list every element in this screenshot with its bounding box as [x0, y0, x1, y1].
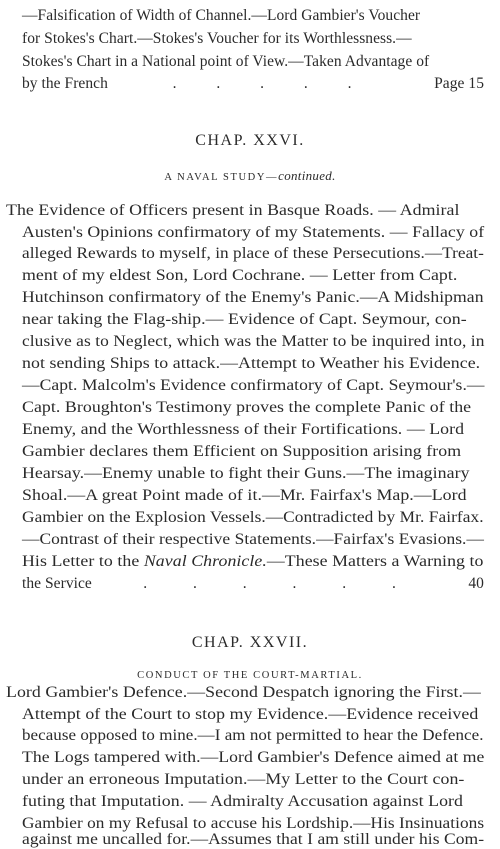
- text-run: —These Matters a Warning to: [266, 553, 484, 570]
- leader-dots: . . . . .: [172, 75, 370, 92]
- text-line: Lord Gambier's Defence.—Second Despatch ignoring the First.—: [6, 684, 481, 701]
- leader-dots: . . . . . .: [143, 575, 417, 592]
- text-line: Hutchinson confirmatory of the Enemy's Panic.—A Midshipman: [22, 289, 484, 306]
- text-line: Hearsay.—Enemy unable to fight their Guns.—The imaginary: [22, 465, 470, 482]
- italic-title: Naval Chronicle.: [143, 553, 267, 570]
- text-line: against me uncalled for.—Assumes that I am still under his Com-: [22, 831, 485, 848]
- text-line: Gambier on the Explosion Vessels.—Contradicted by Mr. Fairfax.: [22, 509, 484, 526]
- text-line: futing that Imputation. — Admiralty Accusation against Lord: [22, 793, 464, 810]
- text-line: alleged Rewards to myself, in place of these Persecutions.—Treat-: [22, 245, 484, 262]
- text-line: Capt. Broughton's Testimony proves the complete Panic of the: [22, 399, 472, 416]
- text-line: The Logs tampered with.—Lord Gambier's Defence aimed at me: [22, 749, 485, 766]
- subtitle-main: A NAVAL STUDY—: [164, 172, 279, 183]
- text-line: Austen's Opinions confirmatory of my Statements. — Fallacy of: [22, 224, 485, 241]
- text-line: Stokes's Chart in a National point of View.—Taken Advantage of: [22, 53, 430, 70]
- text-line: for Stokes's Chart.—Stokes's Voucher for its Worthlessness.—: [22, 30, 412, 47]
- subtitle-italic: continued.: [278, 168, 336, 183]
- text-line: clusive as to Neglect, which was the Matter to be inquired into, in: [22, 333, 485, 350]
- chapter-subtitle: CONDUCT OF THE COURT-MARTIAL.: [137, 670, 363, 681]
- text-line: Gambier on my Refusal to accuse his Lordship.—His Insinuations: [22, 815, 485, 832]
- text-line: —Capt. Malcolm's Evidence confirmatory of Capt. Seymour's.—: [22, 377, 485, 394]
- page-number: 40: [468, 575, 484, 592]
- chapter-subtitle: [0, 168, 500, 184]
- text-line: Shoal.—A great Point made of it.—Mr. Fairfax's Map.—Lord: [22, 487, 467, 504]
- text-line: The Evidence of Officers present in Basque Roads. — Admiral: [6, 202, 460, 219]
- text-line: —Contrast of their respective Statements.—Fairfax's Evasions.—: [22, 531, 484, 548]
- entry-text: by the French: [22, 75, 108, 92]
- page-number: Page 15: [434, 75, 484, 92]
- text-line: because opposed to mine.—I am not permitted to hear the Defence.: [22, 727, 484, 744]
- text-line: —Falsification of Width of Channel.—Lord Gambier's Voucher: [22, 7, 421, 24]
- text-line: ment of my eldest Son, Lord Cochrane. — Letter from Capt.: [22, 267, 458, 284]
- text-run: His Letter to the: [22, 553, 140, 570]
- text-line: near taking the Flag-ship.— Evidence of Capt. Seymour, con-: [22, 311, 467, 328]
- text-line: Attempt of the Court to stop my Evidence.—Evidence received: [22, 706, 479, 723]
- chapter-heading: CHAP. XXVI.: [195, 132, 305, 149]
- entry-text: the Service: [22, 575, 92, 592]
- text-line: Gambier declares them Efficient on Supposition arising from: [22, 443, 462, 460]
- chapter-heading: CHAP. XXVII.: [191, 634, 309, 651]
- text-line: under an erroneous Imputation.—My Letter to the Court con-: [22, 771, 465, 788]
- text-line: Enemy, and the Worthlessness of their Fortifications. — Lord: [22, 421, 465, 438]
- text-line: [22, 553, 484, 571]
- contents-entry-end: [22, 75, 484, 93]
- text-line: not sending Ships to attack.—Attempt to Weather his Evidence.: [22, 355, 481, 372]
- contents-entry-end: [22, 575, 484, 593]
